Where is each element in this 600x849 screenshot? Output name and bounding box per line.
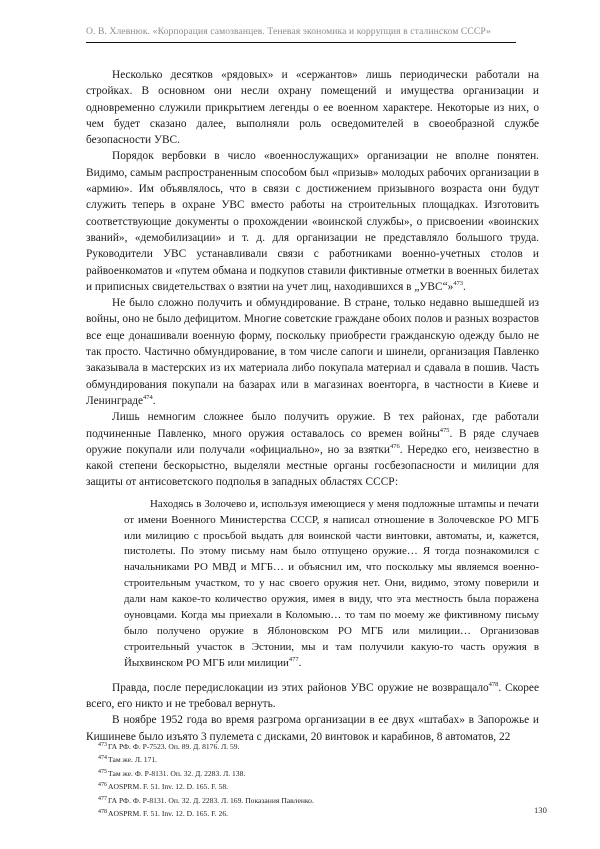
paragraph-text: В ноябре 1952 года во время разгрома организации в ее двух «штабах» в Запорожье и Кишиневе было изъято 3 пулемета с дисками, 20 винтовок и карабинов, 8 автоматов, 22 (86, 714, 539, 743)
paragraph-4 (86, 409, 539, 490)
footnote-text: Там же. Л. 171. (108, 755, 158, 765)
body-text (86, 67, 539, 745)
page-number: 130 (534, 805, 547, 815)
footnote-ref-475[interactable]: 475 (439, 426, 450, 434)
footnote-ref-474[interactable]: 474 (143, 393, 153, 401)
footnote-number: 478 (98, 809, 107, 816)
footnote-478 (98, 807, 528, 820)
footnote-ref-473[interactable]: 473 (453, 279, 464, 287)
block-quote: Находясь в Золочево и, используя имеющиеся у меня подложные штампы и печати от имени Военного Министерства СССР, я написал отношение в Золочевское РО МГБ или милицию с просьбой выдать для воинской части винтовки, автоматы, и, кажется, пистолеты. По этому письму нам было отпущено оружие… Я тогда познакомился с начальниками РО МВД и МГБ… и объяснил им, что поскольку мы являемся военно-строительным участком, то у нас своего оружия нет. Они, видимо, этому поверили и дали нам какое-то количество оружия, имея в виду, что эта местность была поражена оуновцами. Когда мы приехали в Коломыю… то там по моему же фиктивному письму было получено оружие в Яблоновском РО МГБ или милиции… Организовав строительный участок в Эстонии, мы и там получили какую-то часть оружия в Йыхвинском РО МГБ или милиции$^{477}$. (124, 497, 539, 669)
footnote-number: 473 (98, 742, 107, 748)
footnote-text: AOSPRM. F. 51. Inv. 12. D. 165. F. 58. (108, 782, 229, 792)
footnote-number: 476 (98, 782, 107, 789)
footnote-ref-476[interactable]: 476 (389, 442, 400, 450)
paragraph-text: . Скорее всего, его никто и не требовал вернуть. (86, 681, 539, 710)
footnote-475 (98, 767, 528, 780)
footnote-474 (98, 753, 528, 766)
paragraph-text: . В ряде случаев оружие покупали или получали «официально», но за взятки (86, 427, 539, 456)
quote-text: Находясь в Золочево и, используя имеющиеся у меня подложные штампы и печати от имени Военного Министерства СССР, я написал отношение в Золочевское РО МГБ или милицию с просьбой выдать для воинской части винтовки, автоматы, и, кажется, пистолеты. По этому письму нам было отпущено оружие… Я тогда познакомился с начальниками РО МВД и МГБ… и объяснил им, что поскольку мы являемся военно-строительным участком, то у нас своего оружия нет. Они, видимо, этому поверили и дали нам какое-то количество оружия, имея в виду, что эта местность была поражена оуновцами. Когда мы приехали в Коломыю… то там по моему же фиктивному письму было получено оружие в Яблоновском РО МГБ или милиции… Организовав строительный участок в Эстонии, мы и там получили какую-то часть оружия в Йыхвинском РО МГБ или милиции (124, 497, 539, 669)
footnote-text: AOSPRM. F. 51. Inv. 12. D. 165. F. 26. (108, 809, 229, 819)
footnote-ref-477[interactable]: 477 (288, 655, 299, 663)
footnote-number: 474 (98, 755, 107, 762)
footnote-ref-478[interactable]: 478 (488, 680, 499, 688)
footnote-number: 475 (98, 768, 107, 775)
footnotes (98, 740, 528, 820)
footnote-476 (98, 780, 528, 793)
paragraph-text: Правда, после передислокации из этих районов УВС оружие не возвращало (112, 681, 489, 694)
paragraph-3: Не было сложно получить и обмундирование. В стране, только недавно вышедшей из войны, оно не было дефицитом. Многие советские граждане обоих полов и разных возрастов все еще донашивали военную форму, поскольку приобрести гражданскую одежду было не так просто. Частично обмундирование, в том числе сапоги и шинели, организация Павленко заказывала в мастерских из их материала либо покупала материал и сдавала в пошив. Часть обмундирования покупали на базарах или в магазинах военторга, в частности в Киеве и Ленинграде$^{474}$. (86, 297, 539, 407)
footnote-473 (98, 740, 528, 753)
footnote-477 (98, 794, 528, 807)
paragraph-1 (86, 67, 539, 148)
paragraph-text: Несколько десятков «рядовых» и «сержантов» лишь периодически работали на стройках. В основном они несли охрану помещений и имущества организации и одновременно служили прикрытием легенды о ее военном характере. Некоторые из них, о чем будет сказано далее, выполняли роль осведомителей в своеобразной службе безопасности УВС. (86, 69, 539, 147)
running-head-title: О. В. Хлевнюк. «Корпорация самозванцев. Теневая экономика и коррупция в сталинском СССР» (86, 26, 491, 37)
footnote-number: 477 (98, 795, 107, 802)
footnote-text: ГА РФ. Ф. Р-8131. Оп. 32. Д. 2283. Л. 169. Показания Павленко. (108, 795, 314, 805)
paragraph-2: Порядок вербовки в число «военнослужащих» организации не вполне понятен. Видимо, самым распространенным способом был «призыв» молодых рабочих организации в «армию». Им объявлялось, что в связи с достижением призывного возраста они будут служить теперь в охране УВС вместо работы на строительных площадках. Изготовить соответствующие документы о прохождении «воинской службы», о присвоении «воинских званий», «демобилизации» и т. д. для организации не представляло большого труда. Руководители УВС устанавливали связи с работниками военно-учетных столов и райвоенкоматов и «путем обмана и подкупов ставили фиктивные отметки в военных билетах и приписных свидетельствах о взятии на учет лиц, находившихся в „УВС“»$^{473}$. (86, 150, 539, 293)
paragraph-text: . Нередко его, неизвестно в какой степени бескорыстно, выделяли местные органы госбезопасности и милиции для защиты от антисоветского подполья в западных областях СССР: (86, 443, 539, 489)
paragraph-text: Лишь немногим сложнее было получить оружие. В тех районах, где работали подчиненные Павленко, много оружия оставалось со времен войны (86, 411, 539, 440)
paragraph-text: Порядок вербовки в число «военнослужащих» организации не вполне понятен. Видимо, самым распространенным способом был «призыв» молодых рабочих организации в «армию». Им объявлялось, что в связи с достижением призывного возраста они будут служить теперь в охране УВС вместо работы на строительных площадках. Изготовить соответствующие документы о прохождении «воинской службы», о присвоении «воинских званий», «демобилизации» и т. д. для организации не представляло большого труда. Руководители УВС устанавливали связи с работниками военно-учетных столов и райвоенкоматов и «путем обмана и подкупов ставили фиктивные отметки в военных билетах и приписных свидетельствах о взятии на учет лиц, находившихся в „УВС“» (86, 150, 539, 293)
header-rule (86, 42, 516, 43)
footnote-text: Там же. Ф. Р-8131. Оп. 32. Д. 2283. Л. 138. (108, 768, 246, 778)
paragraph-text: Не было сложно получить и обмундирование. В стране, только недавно вышедшей из войны, оно не было дефицитом. Многие советские граждане обоих полов и разных возрастов все еще донашивали военную форму, поскольку приобрести гражданскую одежду было не так просто. Частично обмундирование, в том числе сапоги и шинели, организация Павленко заказывала в мастерских из их материала либо покупала материал и сдавала в пошив. Часть обмундирования покупали на базарах или в магазинах военторга, в частности в Киеве и Ленинграде (86, 297, 539, 407)
footnote-text: ГА РФ. Ф. Р-7523. Оп. 89. Д. 8176. Л. 59. (108, 742, 240, 751)
paragraph-5 (86, 680, 539, 713)
